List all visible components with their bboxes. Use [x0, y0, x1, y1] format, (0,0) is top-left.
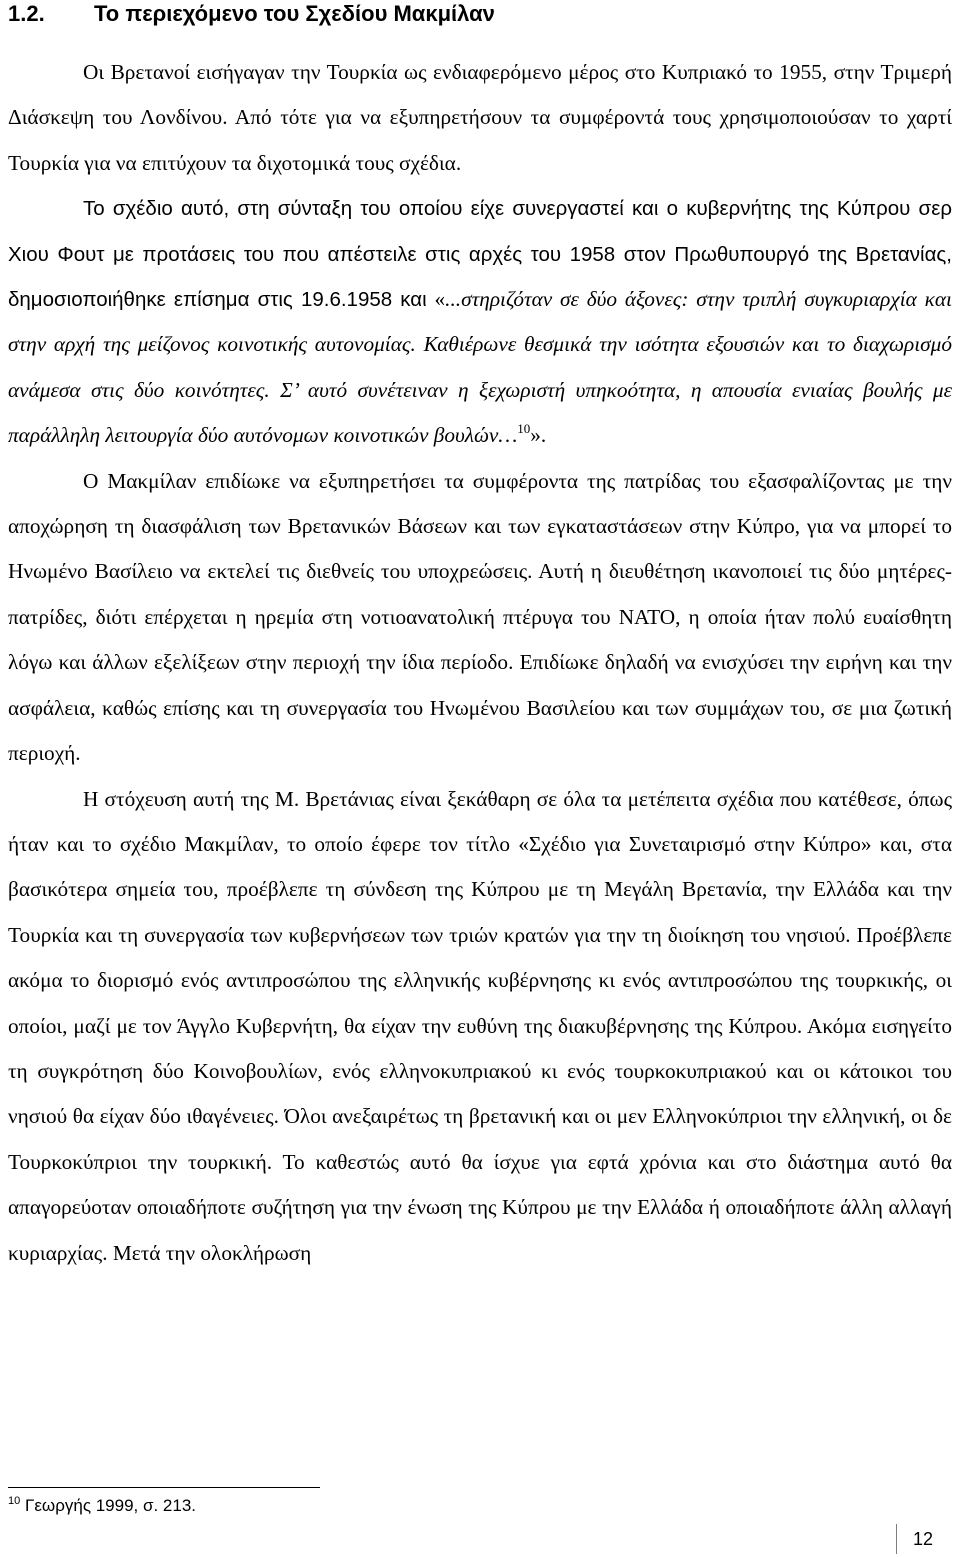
section-title: Το περιεχόμενο του Σχεδίου Μακμίλαν: [94, 1, 495, 26]
paragraph-4: Η στόχευση αυτή της Μ. Βρετάνιας είναι ξεκάθαρη σε όλα τα μετέπειτα σχέδια που κατέθεσε, όπως ήταν και το σχέδιο Μακμίλαν, το οποίο έφερε τον τίτλο «Σχέδιο για Συνεταιρισμό στην Κύπρο» και, στα βασικότερα σημεία του, προέβλεπε τη σύνδεση της Κύπρου με τη Μεγάλη Βρετανία, την Ελλάδα και την Τουρκία και τη συνεργασία των κυβερνήσεων των τριών κρατών για την τη διοίκηση του νησιού. Προέβλεπε ακόμα το διορισμό ενός αντιπροσώπου της ελληνικής κυβέρνησης κι ενός αντιπροσώπου της τουρκικής, οι οποίοι, μαζί με τον Άγγλο Κυβερνήτη, θα είχαν την ευθύνη της διακυβέρνησης της Κύπρου. Ακόμα εισηγείτο τη συγκρότηση δύο Κοινοβουλίων, ενός ελληνοκυπριακού κι ενός τουρκοκυπριακού και οι κάτοικοι του νησιού θα είχαν δύο ιθαγένειες. Όλοι ανεξαιρέτως τη βρετανική και οι μεν Ελληνοκύπριοι την ελληνική, οι δε Τουρκοκύπριοι την τουρκική. Το καθεστώς αυτό θα ίσχυε για εφτά χρόνια και στο διάστημα αυτό θα απαγορεύοταν οποιαδήποτε συζήτηση για την ένωση της Κύπρου με την Ελλάδα ή οποιαδήποτε άλλη αλλαγή κυριαρχίας. Μετά την ολοκλήρωση: [8, 786, 952, 1265]
section-number: 1.2.: [8, 1, 45, 26]
quote-close-mark: ».: [530, 423, 547, 448]
footnote-reference[interactable]: 10: [517, 421, 531, 437]
paragraph-2-intro: Το σχέδιο αυτό, στη σύνταξη του οποίου είχε συνεργαστεί και ο κυβερνήτης της Κύπρου σερ Χιου Φουτ με προτάσεις του που απέστειλε στις αρχές του 1958 στον Πρωθυπουργό της Βρετανίας, δημοσιοποιήθηκε επίσημα στις 19.6.1958 και: [8, 197, 952, 312]
paragraph-2: [8, 186, 952, 458]
paragraph-2-quote: ...στηριζόταν σε δύο άξονες: στην τριπλή συγκυριαρχία και στην αρχή της μείζονος κοινοτικής αυτονομίας. Καθιέρωνε θεσμικά την ισότητα εξουσιών και το διαχωρισμό ανάμεσα στις δύο κοινότητες. Σ’ αυτό συνέτειναν η ξεχωριστή υπηκοότητα, η απουσία ενιαίας βουλής με παράλληλη λειτουργία δύο αυτόνομων κοινοτικών βουλών…: [8, 287, 952, 448]
footnote-separator: [8, 1487, 320, 1488]
page-number: 12: [896, 1524, 952, 1554]
paragraph-1: Οι Βρετανοί εισήγαγαν την Τουρκία ως ενδιαφερόμενο μέρος στο Κυπριακό το 1955, στην Τριμερή Διάσκεψη του Λονδίνου. Από τότε για να εξυπηρετήσουν τα συμφέροντά τους χρησιμοποιούσαν το χαρτί Τουρκία για να επιτύχουν τα διχοτομικά τους σχέδια.: [8, 60, 952, 175]
paragraph-3: Ο Μακμίλαν επιδίωκε να εξυπηρετήσει τα συμφέροντα της πατρίδας του εξασφαλίζοντας με την αποχώρηση τη διασφάλιση των Βρετανικών Βάσεων και των εγκαταστάσεων στην Κύπρο, για να μπορεί το Ηνωμένο Βασίλειο να εκτελεί τις διεθνείς του υποχρεώσεις. Αυτή η διευθέτηση ικανοποιεί τις δύο μητέρες-πατρίδες, διότι επέρχεται η ηρεμία στη νοτιοανατολική πτέρυγα του ΝΑΤΟ, η οποία ήταν πολύ ευαίσθητη λόγω και άλλων εξελίξεων στην περιοχή την ίδια περίοδο. Επιδίωκε δηλαδή να ενισχύσει την ειρήνη και την ασφάλεια, καθώς επίσης και τη συνεργασία του Ηνωμένου Βασιλείου και των συμμάχων του, σε μια ζωτική περιοχή.: [8, 468, 952, 766]
quote-open-mark: «: [426, 287, 446, 312]
section-heading: [8, 0, 495, 28]
footnote-marker: 10: [8, 1495, 21, 1507]
footnote-text: Γεωργής 1999, σ. 213.: [20, 1496, 197, 1515]
footnote: [8, 1494, 196, 1518]
body-text: [8, 50, 952, 1276]
